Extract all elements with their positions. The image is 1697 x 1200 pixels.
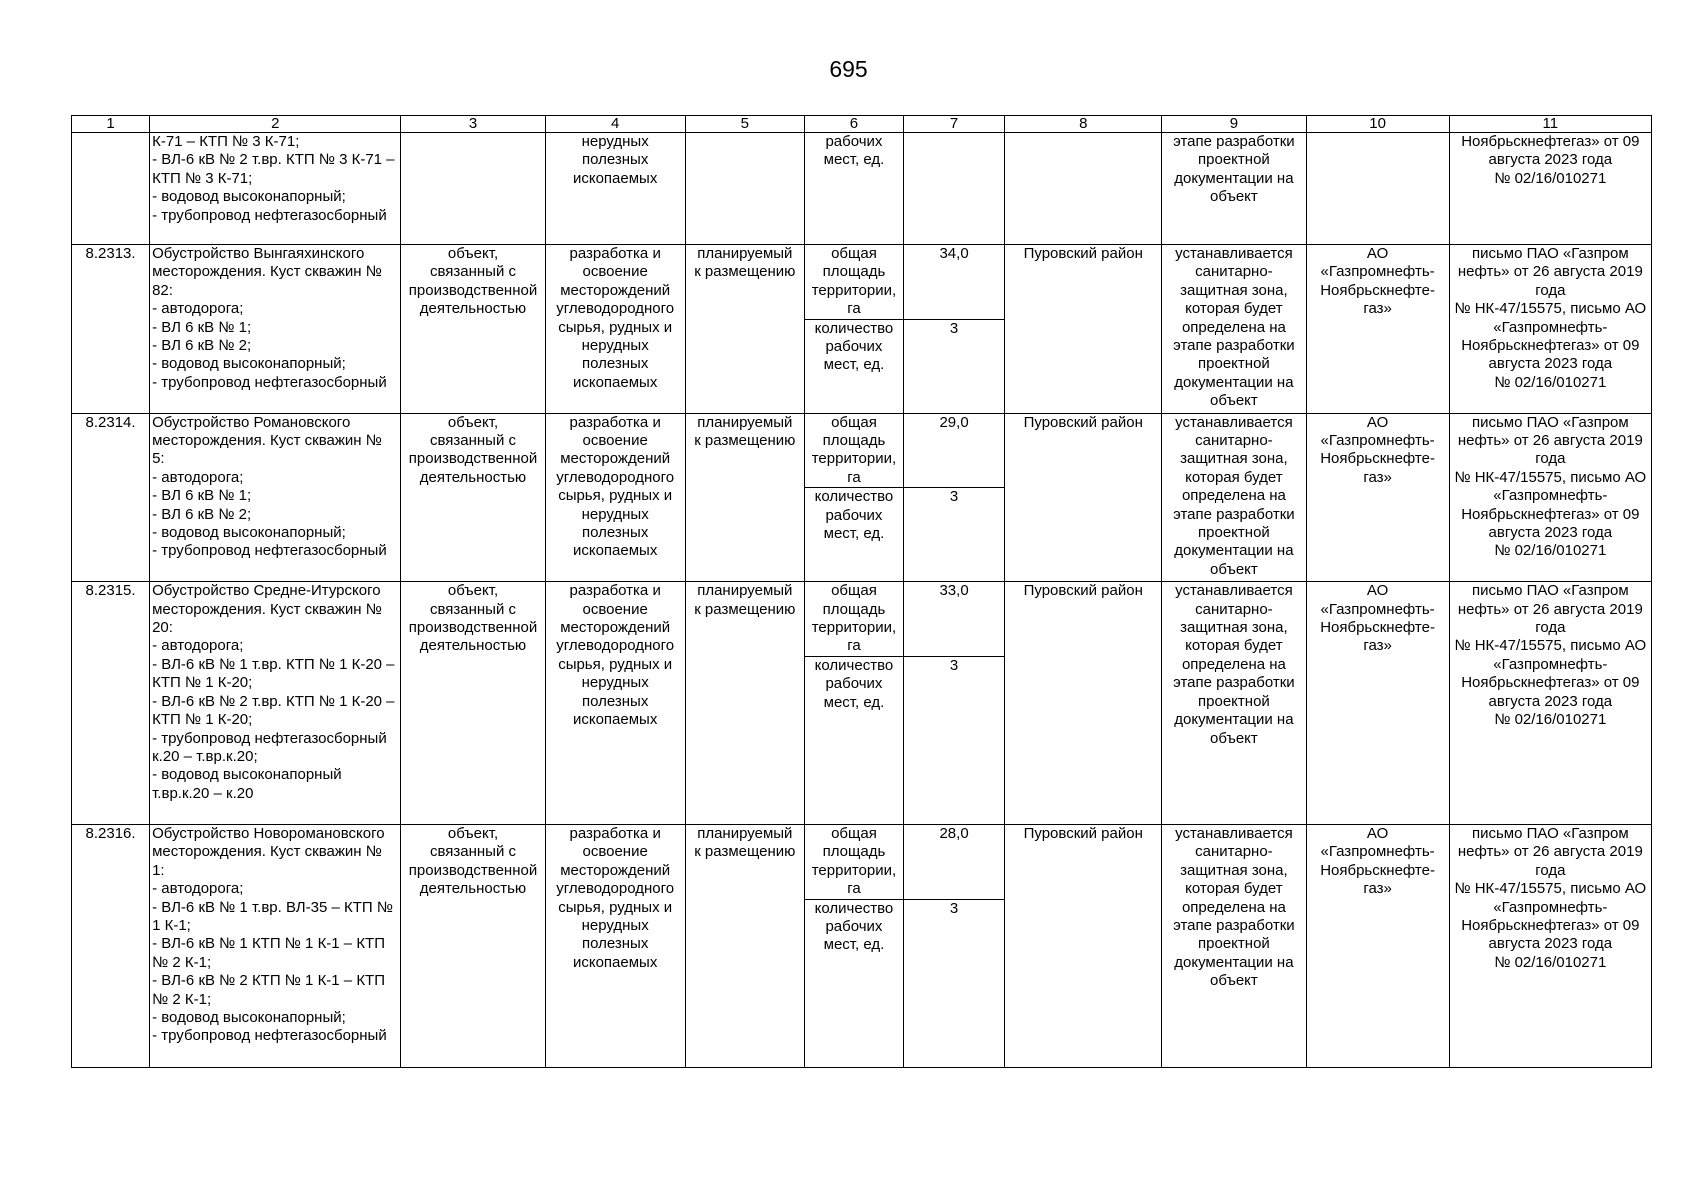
table-row <box>72 245 1652 320</box>
cont-basis-cell: Ноябрьскнефтегаз» от 09 августа 2023 года № 02/16/010271 <box>1449 133 1651 245</box>
cont-number-cell <box>72 133 150 245</box>
page-number: 695 <box>829 56 868 82</box>
cont-name-cell: К-71 – КТП № 3 К-71; - ВЛ-6 кВ № 2 т.вр. КТП № 3 К-71 – КТП № 3 К-71; - водовод высоконапорный; - трубопровод нефтегазосборный <box>150 133 401 245</box>
cont-param-cell: рабочих мест, ед. <box>804 133 903 245</box>
workplaces-param-cell: количество рабочих мест, ед. <box>804 488 903 582</box>
object-name-cell: Обустройство Новоромановского месторождения. Куст скважин № 1: - автодорога; - ВЛ-6 кВ № 1 т.вр. ВЛ-35 – КТП № 1 К-1; - ВЛ-6 кВ № 1 КТП № 1 К-1 – КТП № 2 К-1; - ВЛ-6 кВ № 2 КТП № 1 К-1 – КТП № 2 К-1; - водовод высоконапорный; - трубопровод нефтегазосборный <box>150 824 401 1067</box>
location-cell: Пуровский район <box>1005 245 1162 414</box>
item-number-cell: 8.2316. <box>72 824 150 1067</box>
object-type-cell: объект, связанный с производственной деятельностью <box>401 824 545 1067</box>
header-cell: 11 <box>1449 116 1651 133</box>
header-cell: 10 <box>1306 116 1449 133</box>
object-purpose-cell: разработка и освоение месторождений углеводородного сырья, рудных и нерудных полезных ископаемых <box>545 245 685 414</box>
header-cell: 3 <box>401 116 545 133</box>
location-cell: Пуровский район <box>1005 824 1162 1067</box>
workplaces-param-cell: количество рабочих мест, ед. <box>804 899 903 1067</box>
continuation-row <box>72 133 1652 245</box>
header-cell: 1 <box>72 116 150 133</box>
header-cell: 9 <box>1162 116 1306 133</box>
object-purpose-cell: разработка и освоение месторождений углеводородного сырья, рудных и нерудных полезных ископаемых <box>545 413 685 582</box>
header-cell: 6 <box>804 116 903 133</box>
object-status-cell: планируемый к размещению <box>685 824 804 1067</box>
object-purpose-cell: разработка и освоение месторождений углеводородного сырья, рудных и нерудных полезных ископаемых <box>545 824 685 1067</box>
object-type-cell: объект, связанный с производственной деятельностью <box>401 245 545 414</box>
cont-status-cell <box>685 133 804 245</box>
zone-cell: устанавливается санитарно- защитная зона, которая будет определена на этапе разработки проектной документации на объект <box>1162 413 1306 582</box>
area-param-cell: общая площадь территории, га <box>804 582 903 657</box>
object-status-cell: планируемый к размещению <box>685 413 804 582</box>
object-name-cell: Обустройство Вынгаяхинского месторождения. Куст скважин № 82: - автодорога; - ВЛ 6 кВ № 1; - ВЛ 6 кВ № 2; - водовод высоконапорный; - трубопровод нефтегазосборный <box>150 245 401 414</box>
workplaces-value-cell: 3 <box>904 488 1005 582</box>
basis-cell: письмо ПАО «Газпром нефть» от 26 августа 2019 года № НК-47/15575, письмо АО «Газпромнефть-Ноябрьскнефтегаз» от 09 августа 2023 года № 02/16/010271 <box>1449 413 1651 582</box>
cont-zone-cell: этапе разработки проектной документации на объект <box>1162 133 1306 245</box>
cont-org-cell <box>1306 133 1449 245</box>
location-cell: Пуровский район <box>1005 582 1162 825</box>
workplaces-param-cell: количество рабочих мест, ед. <box>804 656 903 824</box>
object-type-cell: объект, связанный с производственной деятельностью <box>401 413 545 582</box>
basis-cell: письмо ПАО «Газпром нефть» от 26 августа 2019 года № НК-47/15575, письмо АО «Газпромнефть-Ноябрьскнефтегаз» от 09 августа 2023 года № 02/16/010271 <box>1449 824 1651 1067</box>
object-status-cell: планируемый к размещению <box>685 245 804 414</box>
table-row <box>72 413 1652 488</box>
table-row <box>72 824 1652 899</box>
table-row <box>72 582 1652 657</box>
workplaces-value-cell: 3 <box>904 656 1005 824</box>
basis-cell: письмо ПАО «Газпром нефть» от 26 августа 2019 года № НК-47/15575, письмо АО «Газпромнефть-Ноябрьскнефтегаз» от 09 августа 2023 года № 02/16/010271 <box>1449 582 1651 825</box>
header-cell: 2 <box>150 116 401 133</box>
workplaces-param-cell: количество рабочих мест, ед. <box>804 319 903 413</box>
object-name-cell: Обустройство Средне-Итурского месторождения. Куст скважин № 20: - автодорога; - ВЛ-6 кВ № 1 т.вр. КТП № 1 К-20 – КТП № 1 К-20; - ВЛ-6 кВ № 2 т.вр. КТП № 1 К-20 – КТП № 1 К-20; - трубопровод нефтегазосборный к.20 – т.вр.к.20; - водовод высоконапорный т.вр.к.20 – к.20 <box>150 582 401 825</box>
area-value-cell: 33,0 <box>904 582 1005 657</box>
cont-purpose-cell: нерудных полезных ископаемых <box>545 133 685 245</box>
object-type-cell: объект, связанный с производственной деятельностью <box>401 582 545 825</box>
cont-value-cell <box>904 133 1005 245</box>
location-cell: Пуровский район <box>1005 413 1162 582</box>
header-cell: 7 <box>904 116 1005 133</box>
object-name-cell: Обустройство Романовского месторождения. Куст скважин № 5: - автодорога; - ВЛ 6 кВ № 1; - ВЛ 6 кВ № 2; - водовод высоконапорный; - трубопровод нефтегазосборный <box>150 413 401 582</box>
area-param-cell: общая площадь территории, га <box>804 245 903 320</box>
objects-table <box>71 115 1652 1068</box>
header-cell: 4 <box>545 116 685 133</box>
header-cell: 5 <box>685 116 804 133</box>
organization-cell: АО «Газпромнефть- Ноябрьскнефте- газ» <box>1306 413 1449 582</box>
header-cell: 8 <box>1005 116 1162 133</box>
item-number-cell: 8.2313. <box>72 245 150 414</box>
item-number-cell: 8.2314. <box>72 413 150 582</box>
basis-cell: письмо ПАО «Газпром нефть» от 26 августа 2019 года № НК-47/15575, письмо АО «Газпромнефть-Ноябрьскнефтегаз» от 09 августа 2023 года № 02/16/010271 <box>1449 245 1651 414</box>
area-value-cell: 29,0 <box>904 413 1005 488</box>
zone-cell: устанавливается санитарно- защитная зона, которая будет определена на этапе разработки проектной документации на объект <box>1162 824 1306 1067</box>
area-value-cell: 34,0 <box>904 245 1005 320</box>
zone-cell: устанавливается санитарно- защитная зона, которая будет определена на этапе разработки проектной документации на объект <box>1162 582 1306 825</box>
item-number-cell: 8.2315. <box>72 582 150 825</box>
cont-type-cell <box>401 133 545 245</box>
object-status-cell: планируемый к размещению <box>685 582 804 825</box>
workplaces-value-cell: 3 <box>904 319 1005 413</box>
area-param-cell: общая площадь территории, га <box>804 824 903 899</box>
header-row <box>72 116 1652 133</box>
object-purpose-cell: разработка и освоение месторождений углеводородного сырья, рудных и нерудных полезных ископаемых <box>545 582 685 825</box>
area-value-cell: 28,0 <box>904 824 1005 899</box>
area-param-cell: общая площадь территории, га <box>804 413 903 488</box>
organization-cell: АО «Газпромнефть- Ноябрьскнефте- газ» <box>1306 245 1449 414</box>
organization-cell: АО «Газпромнефть- Ноябрьскнефте- газ» <box>1306 824 1449 1067</box>
workplaces-value-cell: 3 <box>904 899 1005 1067</box>
cont-location-cell <box>1005 133 1162 245</box>
zone-cell: устанавливается санитарно- защитная зона, которая будет определена на этапе разработки проектной документации на объект <box>1162 245 1306 414</box>
organization-cell: АО «Газпромнефть- Ноябрьскнефте- газ» <box>1306 582 1449 825</box>
